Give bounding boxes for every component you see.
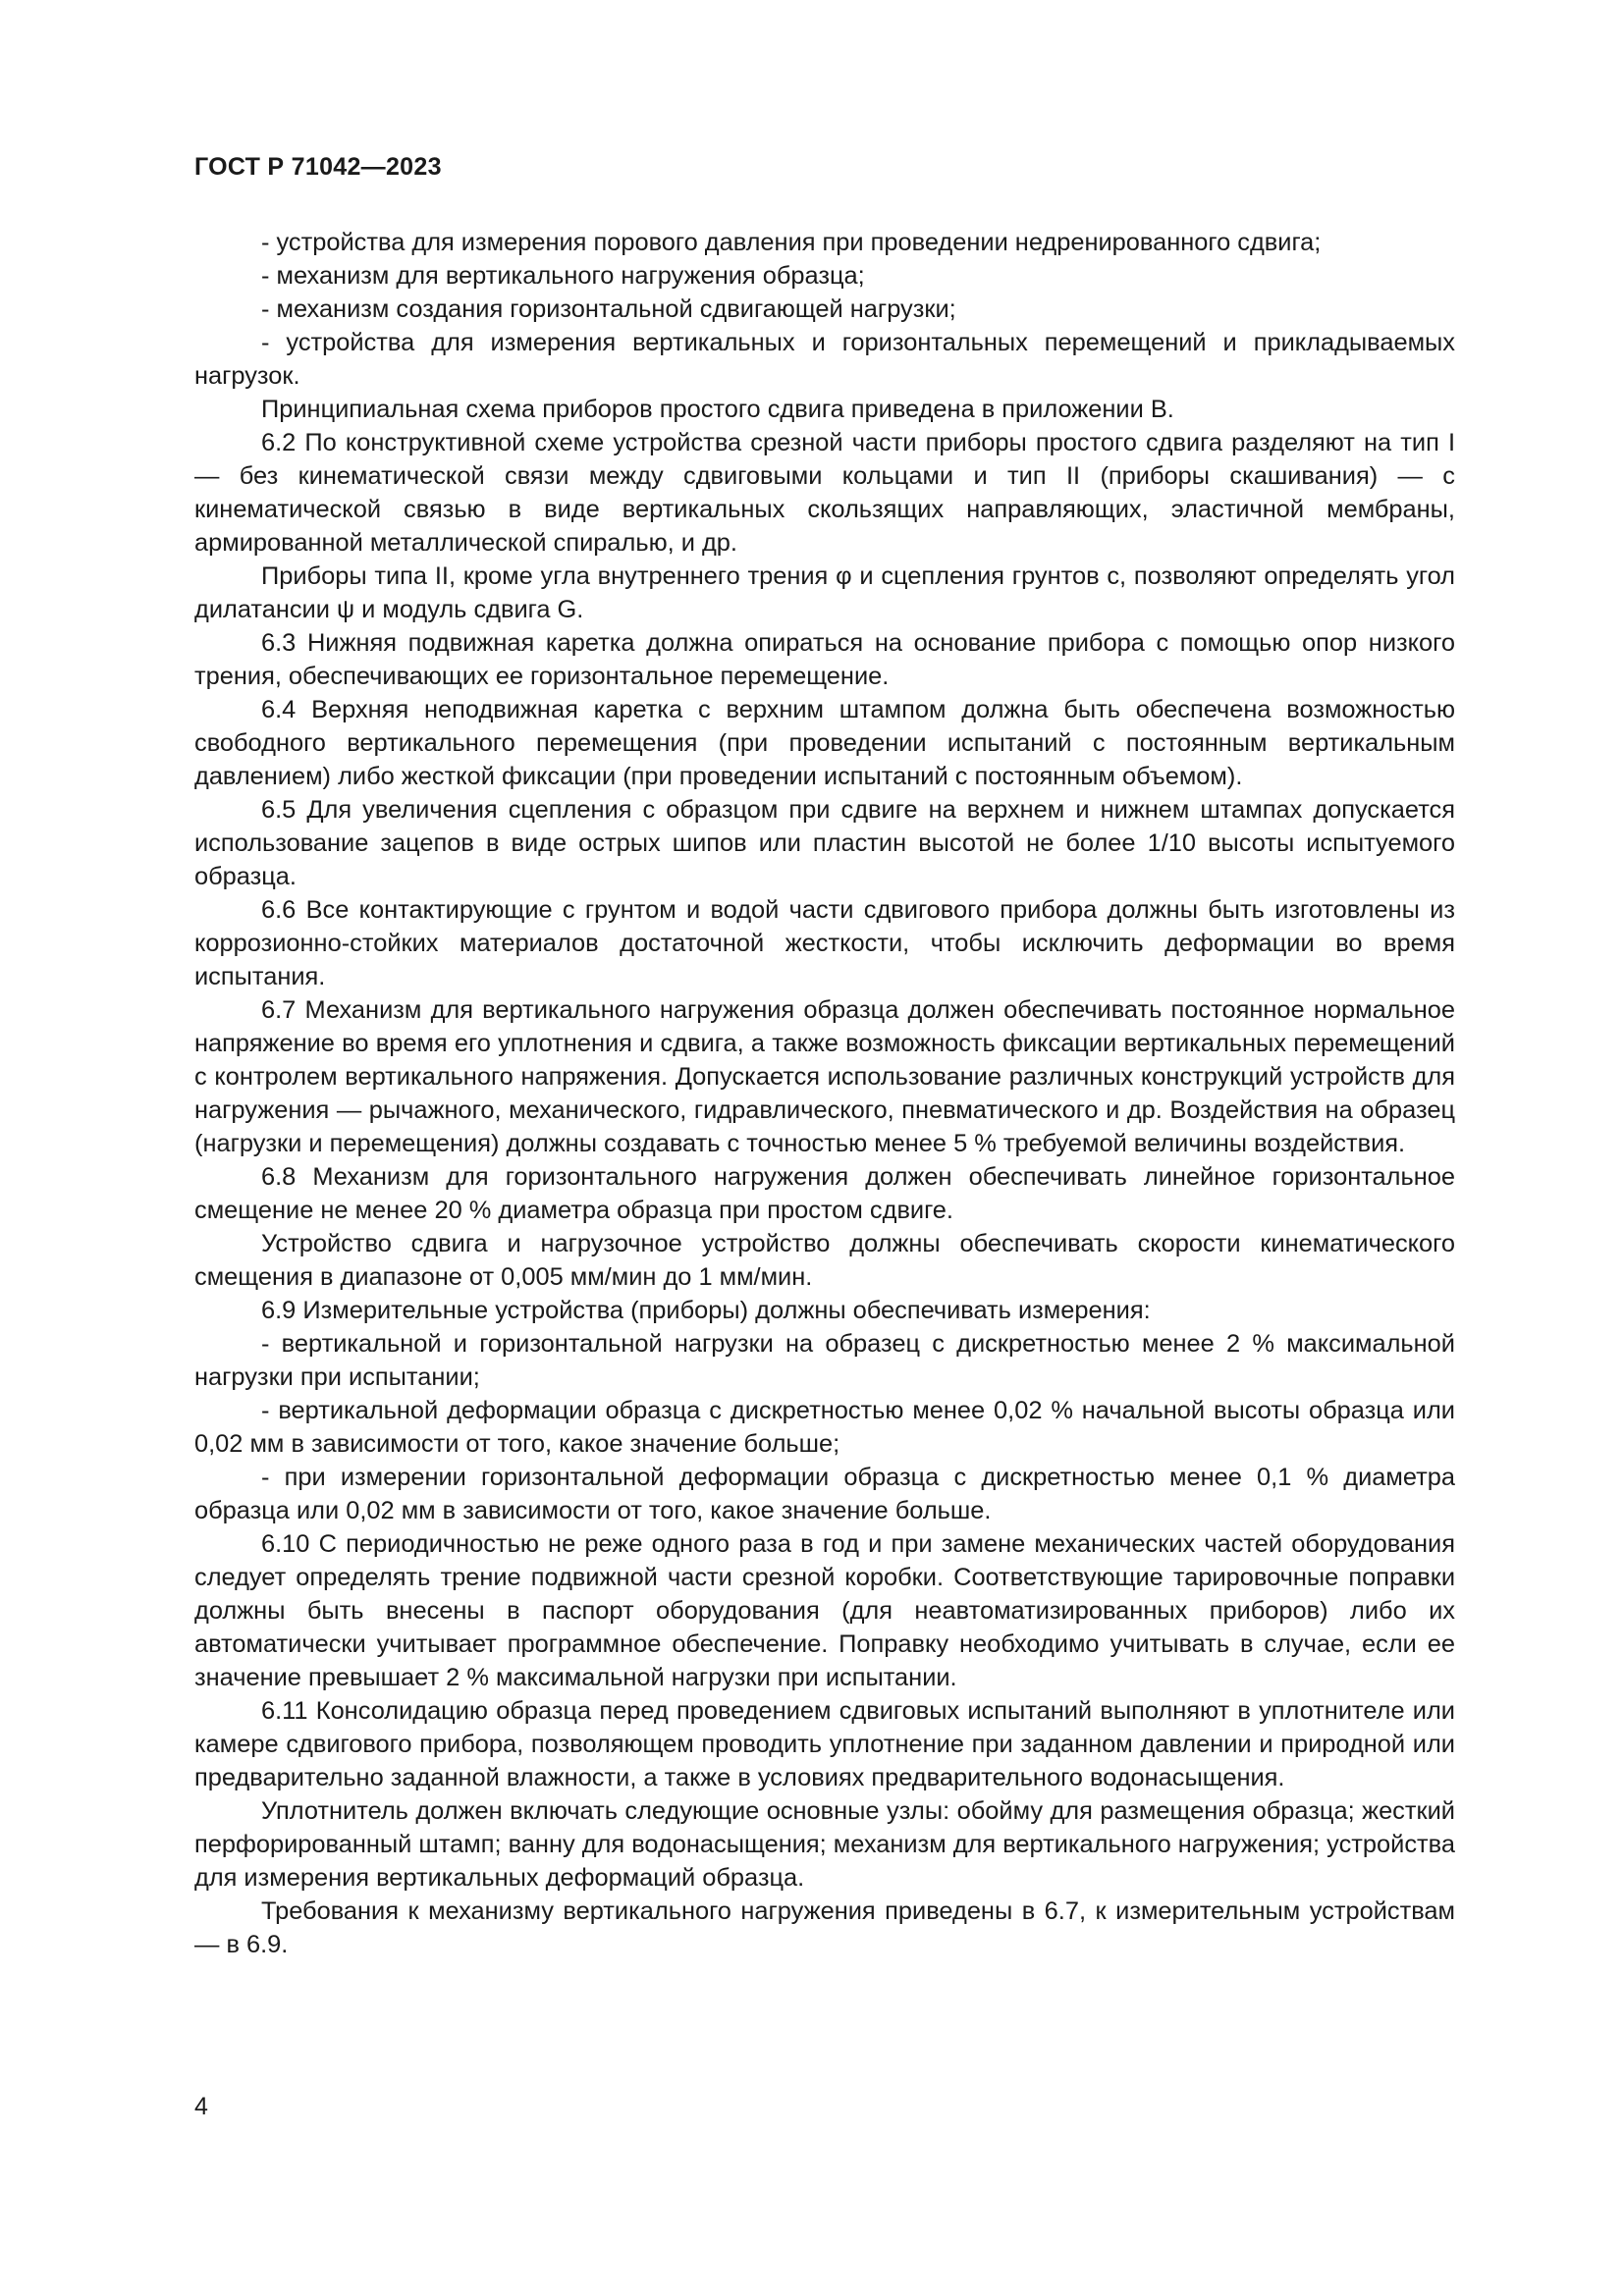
paragraph-list-item: - механизм создания горизонтальной сдвигающей нагрузки; (261, 295, 956, 323)
paragraph-clause-6-8: 6.8 Механизм для горизонтального нагружения должен обеспечивать линейное горизонтальное смещение не менее 20 % диаметра образца при простом сдвиге. (194, 1163, 1455, 1224)
paragraph: Требования к механизму вертикального нагружения приведены в 6.7, к измерительным устройствам — в 6.9. (194, 1897, 1455, 1958)
paragraph: Устройство сдвига и нагрузочное устройство должны обеспечивать скорости кинематического смещения в диапазоне от 0,005 мм/мин до 1 мм/мин. (194, 1230, 1455, 1291)
paragraph-clause-6-10: 6.10 С периодичностью не реже одного раза в год и при замене механических частей оборудования следует определять трение подвижной части срезной коробки. Соответствующие тарировочные поправки должны быть внесены в паспорт оборудования (для неавтоматизированных приборов) либо их автоматически учитывает программное обеспечение. Поправку необходимо учитывать в случае, если ее значение превышает 2 % максимальной нагрузки при испытании. (194, 1530, 1455, 1691)
document-code: ГОСТ Р 71042—2023 (194, 153, 442, 181)
paragraph: Приборы типа II, кроме угла внутреннего трения φ и сцепления грунтов c, позволяют определять угол дилатансии ψ и модуль сдвига G. (194, 562, 1455, 623)
paragraph-list-item: - устройства для измерения порового давления при проведении недренированного сдвига; (261, 229, 1322, 256)
paragraph-clause-6-6: 6.6 Все контактирующие с грунтом и водой части сдвигового прибора должны быть изготовлены из коррозионно-стойких материалов достаточной жесткости, чтобы исключить деформации во время испытания. (194, 896, 1455, 990)
paragraph: Уплотнитель должен включать следующие основные узлы: обойму для размещения образца; жесткий перфорированный штамп; ванну для водонасыщения; механизм для вертикального нагружения; устройства для измерения вертикальных деформаций образца. (194, 1797, 1455, 1892)
paragraph-clause-6-2: 6.2 По конструктивной схеме устройства срезной части приборы простого сдвига разделяют на тип I — без кинематической связи между сдвиговыми кольцами и тип II (приборы скашивания) — с кинематической связью в виде вертикальных скользящих направляющих, эластичной мембраны, армированной металлической спиралью, и др. (194, 429, 1455, 557)
paragraph-list-item: - вертикальной и горизонтальной нагрузки на образец с дискретностью менее 2 % максимальной нагрузки при испытании; (194, 1330, 1455, 1391)
paragraph-clause-6-3: 6.3 Нижняя подвижная каретка должна опираться на основание прибора с помощью опор низкого трения, обеспечивающих ее горизонтальное перемещение. (194, 629, 1455, 690)
paragraph-clause-6-11: 6.11 Консолидацию образца перед проведением сдвиговых испытаний выполняют в уплотнителе или камере сдвигового прибора, позволяющем проводить уплотнение при заданном давлении и природной или предварительно заданной влажности, а также в условиях предварительного водонасыщения. (194, 1697, 1455, 1791)
page-number: 4 (194, 2093, 208, 2120)
paragraph-list-item: - при измерении горизонтальной деформации образца с дискретностью менее 0,1 % диаметра образца или 0,02 мм в зависимости от того, какое значение больше. (194, 1464, 1455, 1524)
paragraph-list-item: - устройства для измерения вертикальных и горизонтальных перемещений и прикладываемых нагрузок. (194, 329, 1455, 390)
paragraph: Принципиальная схема приборов простого сдвига приведена в приложении В. (261, 396, 1174, 423)
document-body (194, 226, 1455, 1961)
paragraph-list-item: - механизм для вертикального нагружения образца; (261, 262, 865, 290)
paragraph-clause-6-4: 6.4 Верхняя неподвижная каретка с верхним штампом должна быть обеспечена возможностью свободного вертикального перемещения (при проведении испытаний с постоянным вертикальным давлением) либо жесткой фиксации (при проведении испытаний с постоянным объемом). (194, 696, 1455, 790)
paragraph-list-item: - вертикальной деформации образца с дискретностью менее 0,02 % начальной высоты образца или 0,02 мм в зависимости от того, какое значение больше; (194, 1397, 1455, 1458)
paragraph-clause-6-9: 6.9 Измерительные устройства (приборы) должны обеспечивать измерения: (261, 1297, 1151, 1324)
paragraph-clause-6-7: 6.7 Механизм для вертикального нагружения образца должен обеспечивать постоянное нормальное напряжение во время его уплотнения и сдвига, а также возможность фиксации вертикальных перемещений с контролем вертикального напряжения. Допускается использование различных конструкций устройств для нагружения — рычажного, механического, гидравлического, пневматического и др. Воздействия на образец (нагрузки и перемещения) должны создавать с точностью менее 5 % требуемой величины воздействия. (194, 996, 1455, 1157)
paragraph-clause-6-5: 6.5 Для увеличения сцепления с образцом при сдвиге на верхнем и нижнем штампах допускается использование зацепов в виде острых шипов или пластин высотой не более 1/10 высоты испытуемого образца. (194, 796, 1455, 890)
